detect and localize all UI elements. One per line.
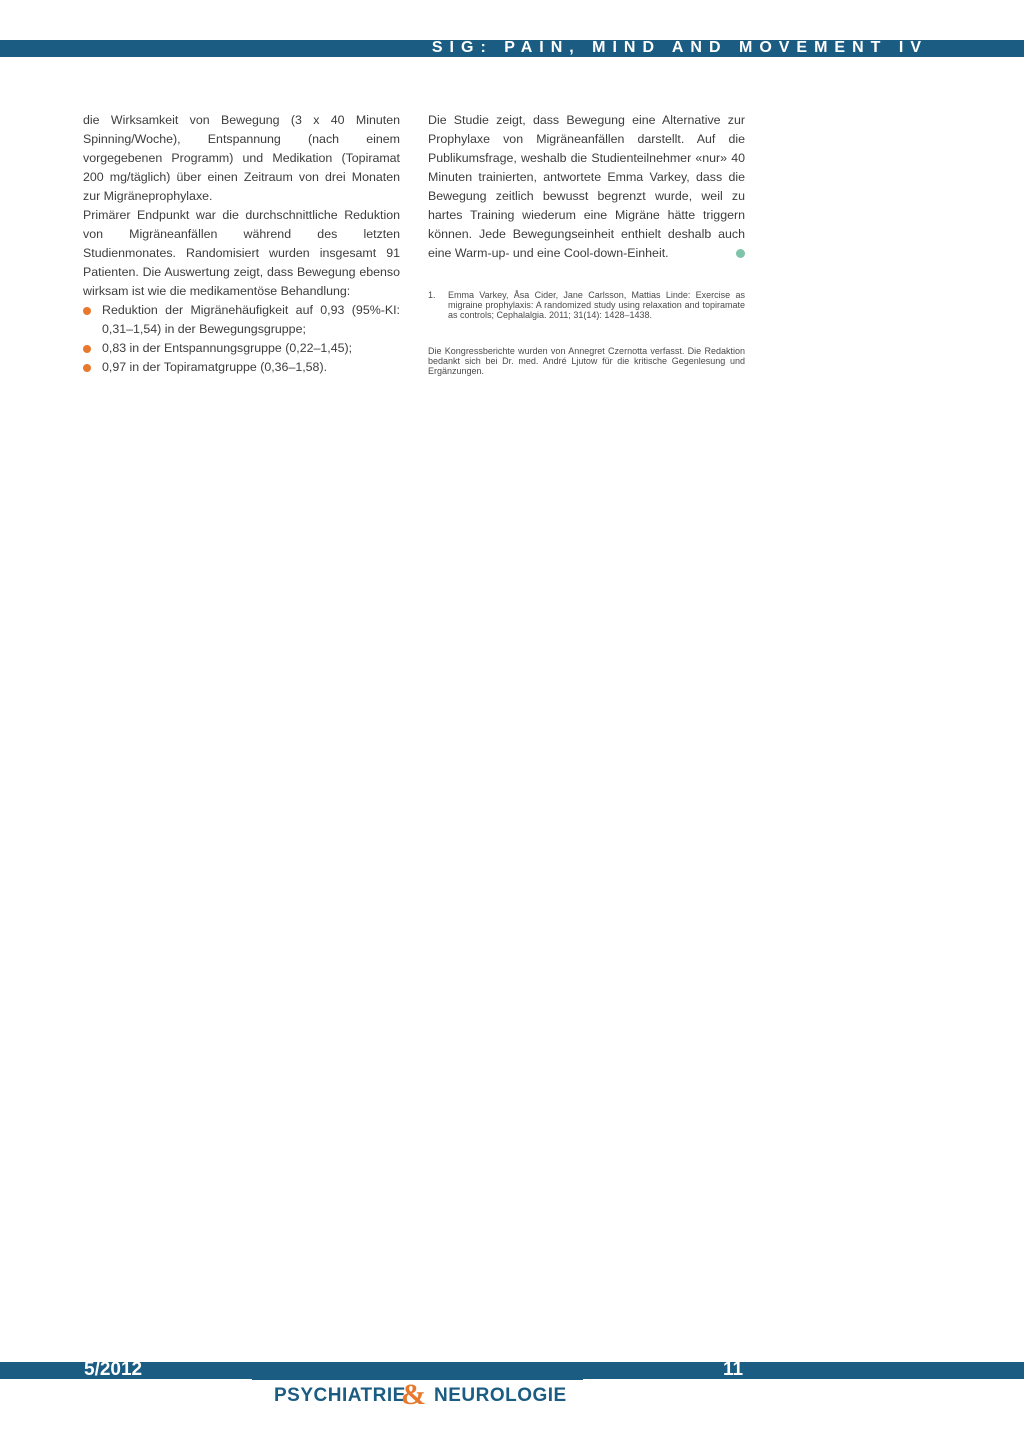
list-item bbox=[83, 301, 400, 339]
reference-text: Emma Varkey, Åsa Cider, Jane Carlsson, Mattias Linde: Exercise as migraine prophylaxis: A randomized study using relaxation and topiramate as controls; Cephalalgia. 2011; 31(14): 1428–1438. bbox=[448, 290, 745, 320]
credits-note: Die Kongressberichte wurden von Annegret Czernotta verfasst. Die Redaktion bedankt sich bei Dr. med. André Ljutow für die kritische Gegenlesung und Ergänzungen. bbox=[428, 346, 745, 376]
bullet-dot-icon bbox=[83, 307, 91, 315]
right-paragraph-text: Die Studie zeigt, dass Bewegung eine Alternative zur Prophylaxe von Migräneanfällen darstellt. Auf die Publikumsfrage, weshalb die Studienteilnehmer «nur» 40 Minuten trainierten, antwortete Emma Varkey, dass die Bewegung zeitlich bewusst begrenzt wurde, weil zu hartes Training wiederum eine Migräne hätte triggern können. Jede Bewegungseinheit enthielt deshalb auch eine Warm-up- und eine Cool-down-Einheit. bbox=[428, 113, 745, 260]
bullet-dot-icon bbox=[83, 364, 91, 372]
logo-text-psychiatrie: PSYCHIATRIE bbox=[274, 1385, 406, 1406]
logo-ampersand: & bbox=[401, 1378, 426, 1411]
journal-logo bbox=[252, 1379, 583, 1420]
right-paragraph-1 bbox=[428, 111, 745, 263]
logo-text-neurologie: NEUROLOGIE bbox=[434, 1385, 567, 1406]
list-item-text: 0,97 in der Topiramatgruppe (0,36–1,58). bbox=[102, 360, 328, 374]
references bbox=[428, 290, 745, 320]
list-item bbox=[83, 339, 400, 358]
list-item-text: Reduktion der Migränehäufigkeit auf 0,93 (95%-KI: 0,31–1,54) in der Bewegungsgruppe; bbox=[102, 303, 400, 336]
page-number: 11 bbox=[723, 1359, 744, 1380]
left-paragraph-2: Primärer Endpunkt war die durchschnittliche Reduktion von Migräneanfällen während des letzten Studienmonates. Randomisiert wurden insgesamt 91 Patienten. Die Auswertung zeigt, dass Bewegung ebenso wirksam ist wie die medikamentöse Behandlung: bbox=[83, 208, 400, 298]
article-end-icon bbox=[736, 249, 745, 258]
issue-number: 5/2012 bbox=[84, 1359, 143, 1380]
reference-number: 1. bbox=[428, 290, 436, 300]
list-item-text: 0,83 in der Entspannungsgruppe (0,22–1,45); bbox=[102, 341, 353, 355]
bullet-dot-icon bbox=[83, 345, 91, 353]
left-column bbox=[83, 111, 400, 377]
header-bar bbox=[0, 40, 1024, 57]
footer-bar bbox=[0, 1362, 1024, 1379]
reference-item bbox=[428, 290, 745, 320]
results-list bbox=[83, 301, 400, 377]
section-title: SIG: PAIN, MIND AND MOVEMENT IV bbox=[431, 39, 928, 56]
list-item bbox=[83, 358, 400, 377]
left-paragraph-1: die Wirksamkeit von Bewegung (3 x 40 Minuten Spinning/Woche), Entspannung (nach einem vorgegebenen Programm) und Medikation (Topiramat 200 mg/täglich) über einen Zeitraum von drei Monaten zur Migräneprophylaxe. bbox=[83, 113, 400, 203]
right-column bbox=[428, 111, 745, 263]
